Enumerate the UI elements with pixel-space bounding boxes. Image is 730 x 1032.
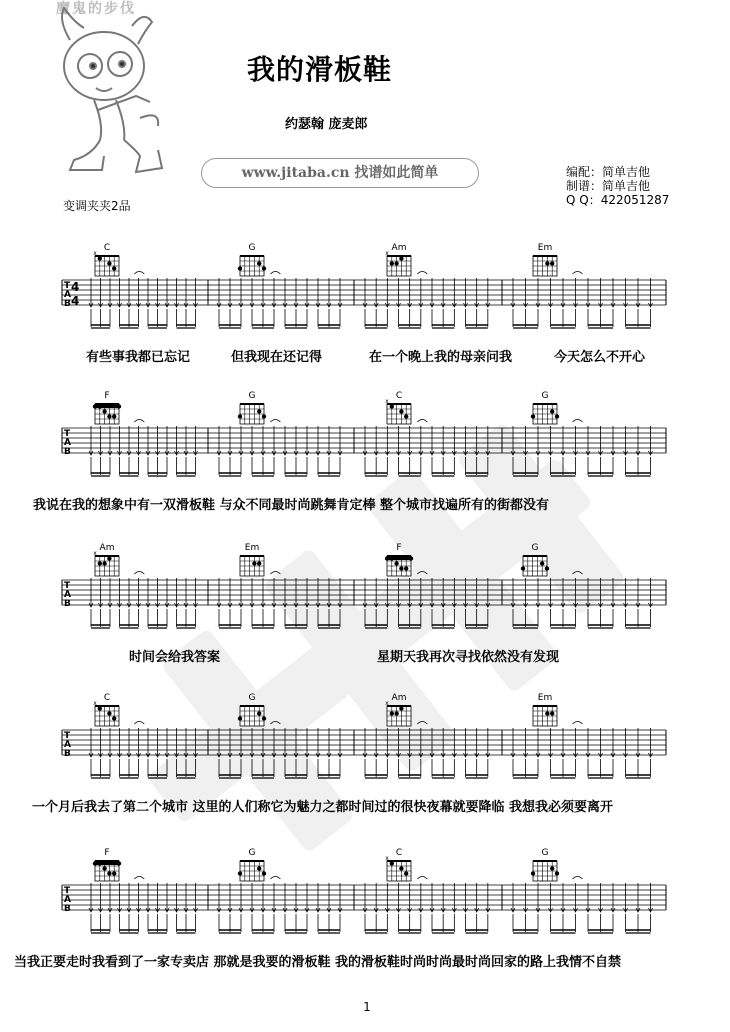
finger-dot	[93, 404, 97, 408]
chord-diagram	[385, 693, 411, 726]
finger-dot	[399, 706, 403, 710]
credit-qq: Q Q：422051287	[566, 193, 670, 207]
song-title: 我的滑板鞋	[247, 53, 393, 86]
svg-text:x: x	[385, 398, 389, 405]
tab-letter: B	[64, 749, 71, 759]
chord-name: Am	[391, 243, 407, 253]
finger-dot	[394, 711, 398, 715]
finger-dot	[390, 261, 394, 265]
tab-staff	[62, 572, 666, 629]
finger-dot	[98, 861, 102, 865]
finger-dot	[112, 414, 116, 418]
svg-text:x: x	[385, 855, 389, 862]
lyric-line: 星期天我再次寻找依然没有发现	[377, 650, 560, 665]
tie-mark	[573, 877, 583, 880]
tab-staff	[62, 722, 666, 779]
finger-dot	[404, 414, 408, 418]
tie-mark	[417, 272, 427, 275]
finger-dot	[238, 716, 242, 720]
tab-system	[0, 240, 730, 350]
chord-name: G	[248, 391, 256, 401]
chord-diagram	[93, 243, 119, 276]
finger-dot	[385, 556, 389, 560]
finger-dot	[550, 866, 554, 870]
lyric-line: 当我正要走时我看到了一家专卖店 那就是我要的滑板鞋 我的滑板鞋时尚时尚最时尚回家的路上我情不自禁	[14, 955, 622, 970]
tab-letter: T	[64, 581, 71, 591]
chord-diagram	[93, 693, 119, 726]
logo-watermark-text: 魔鬼的步伐	[56, 1, 136, 17]
tie-mark	[270, 420, 280, 423]
svg-text:x: x	[93, 550, 97, 557]
chord-diagram	[238, 243, 266, 276]
finger-dot	[107, 871, 111, 875]
chord-diagram	[531, 391, 559, 424]
finger-dot	[107, 711, 111, 715]
finger-dot	[399, 409, 403, 413]
finger-dot	[262, 266, 266, 270]
chord-name: G	[541, 848, 549, 858]
finger-dot	[540, 561, 544, 565]
finger-dot	[252, 561, 256, 565]
capo-note: 变调夹夹2品	[63, 199, 131, 213]
tie-mark	[573, 722, 583, 725]
tab-letter: T	[64, 731, 71, 741]
finger-dot	[262, 716, 266, 720]
time-signature: 4	[71, 280, 80, 294]
chord-diagram	[93, 391, 121, 424]
tie-mark	[134, 877, 144, 880]
tab-letter: A	[64, 895, 71, 905]
finger-dot	[98, 256, 102, 260]
finger-dot	[531, 871, 535, 875]
finger-dot	[262, 871, 266, 875]
tab-system	[0, 690, 730, 800]
time-signature: 4	[71, 294, 80, 308]
finger-dot	[102, 561, 106, 565]
tie-mark	[573, 272, 583, 275]
lyric-line: 时间会给我答案	[129, 650, 221, 665]
finger-dot	[262, 414, 266, 418]
finger-dot	[555, 414, 559, 418]
tab-system	[0, 388, 730, 498]
finger-dot	[112, 716, 116, 720]
finger-dot	[390, 556, 394, 560]
tie-mark	[270, 877, 280, 880]
devil-mascot-logo	[40, 0, 170, 185]
chord-diagram	[385, 391, 411, 424]
chord-name: G	[248, 848, 256, 858]
tie-mark	[417, 722, 427, 725]
tab-letter: B	[64, 904, 71, 914]
tab-staff	[62, 272, 666, 329]
chord-diagram	[531, 848, 559, 881]
page-number: 1	[363, 1000, 371, 1014]
finger-dot	[98, 404, 102, 408]
finger-dot	[521, 566, 525, 570]
finger-dot	[390, 711, 394, 715]
tab-staff	[62, 877, 666, 934]
finger-dot	[102, 866, 106, 870]
chord-name: Em	[537, 693, 553, 703]
finger-dot	[404, 871, 408, 875]
finger-dot	[399, 256, 403, 260]
tie-mark	[134, 420, 144, 423]
finger-dot	[257, 561, 261, 565]
artist-name: 约瑟翰 庞麦郎	[285, 117, 368, 132]
chord-diagram	[238, 848, 266, 881]
tie-mark	[417, 877, 427, 880]
tab-staff	[62, 420, 666, 477]
finger-dot	[112, 871, 116, 875]
tie-mark	[134, 572, 144, 575]
tie-mark	[573, 420, 583, 423]
chord-diagram	[93, 543, 119, 576]
site-banner[interactable]: www.jitaba.cn 找谱如此简单	[201, 158, 479, 188]
lyric-line: 我说在我的想象中有一双滑板鞋 与众不同最时尚跳舞肯定棒 整个城市找遍所有的街都没有	[33, 498, 550, 513]
tab-system	[0, 845, 730, 955]
chord-name: F	[104, 848, 110, 858]
finger-dot	[112, 266, 116, 270]
chord-diagram	[238, 693, 266, 726]
chord-diagram	[385, 243, 411, 276]
lyric-line: 有些事我都已忘记	[86, 350, 191, 365]
lyric-line: 今天怎么不开心	[554, 350, 646, 365]
finger-dot	[93, 861, 97, 865]
credit-arranger: 编配：简单吉他	[566, 165, 651, 179]
chord-diagram	[385, 543, 413, 576]
svg-text:x: x	[385, 700, 389, 707]
finger-dot	[394, 561, 398, 565]
chord-name: C	[103, 243, 111, 253]
chord-diagram	[521, 543, 549, 576]
chord-diagram	[240, 543, 264, 576]
finger-dot	[102, 409, 106, 413]
finger-dot	[257, 866, 261, 870]
chord-name: G	[531, 543, 539, 553]
chord-name: C	[395, 848, 403, 858]
chord-diagram	[533, 243, 557, 276]
finger-dot	[545, 261, 549, 265]
chord-name: Em	[244, 543, 260, 553]
tab-letter: A	[64, 740, 71, 750]
finger-dot	[238, 871, 242, 875]
lyric-line: 但我现在还记得	[231, 350, 323, 365]
chord-name: Am	[391, 693, 407, 703]
finger-dot	[257, 261, 261, 265]
tie-mark	[573, 572, 583, 575]
tab-letter: T	[64, 886, 71, 896]
finger-dot	[107, 414, 111, 418]
finger-dot	[390, 404, 394, 408]
finger-dot	[257, 711, 261, 715]
lyric-line: 在一个晚上我的母亲问我	[369, 350, 513, 365]
finger-dot	[98, 561, 102, 565]
credit-transcriber: 制谱：简单吉他	[566, 179, 651, 193]
finger-dot	[555, 871, 559, 875]
finger-dot	[257, 409, 261, 413]
finger-dot	[399, 566, 403, 570]
tab-letter: T	[64, 281, 71, 291]
finger-dot	[107, 261, 111, 265]
svg-text:x: x	[385, 250, 389, 257]
chord-diagram	[533, 693, 557, 726]
svg-text:x: x	[93, 700, 97, 707]
chord-name: Am	[99, 543, 115, 553]
finger-dot	[399, 866, 403, 870]
tab-system	[0, 540, 730, 650]
tie-mark	[417, 420, 427, 423]
finger-dot	[390, 861, 394, 865]
finger-dot	[550, 261, 554, 265]
finger-dot	[531, 414, 535, 418]
svg-text:x: x	[93, 250, 97, 257]
finger-dot	[107, 556, 111, 560]
chord-name: G	[541, 391, 549, 401]
tie-mark	[270, 272, 280, 275]
finger-dot	[404, 566, 408, 570]
tab-letter: A	[64, 290, 71, 300]
finger-dot	[238, 266, 242, 270]
chord-name: F	[396, 543, 402, 553]
chord-name: Em	[537, 243, 553, 253]
finger-dot	[238, 414, 242, 418]
tab-letter: T	[64, 429, 71, 439]
chord-name: F	[104, 391, 110, 401]
lyric-line: 一个月后我去了第二个城市 这里的人们称它为魅力之都时间过的很快夜幕就要降临 我想我必须要离开	[32, 800, 614, 815]
finger-dot	[550, 711, 554, 715]
finger-dot	[98, 706, 102, 710]
chord-name: G	[248, 243, 256, 253]
finger-dot	[117, 404, 121, 408]
chord-diagram	[385, 848, 411, 881]
chord-name: C	[103, 693, 111, 703]
finger-dot	[550, 409, 554, 413]
finger-dot	[394, 261, 398, 265]
finger-dot	[117, 861, 121, 865]
tie-mark	[270, 572, 280, 575]
finger-dot	[409, 556, 413, 560]
finger-dot	[545, 566, 549, 570]
tie-mark	[417, 572, 427, 575]
finger-dot	[545, 711, 549, 715]
tab-letter: B	[64, 447, 71, 457]
chord-diagram	[93, 848, 121, 881]
tie-mark	[270, 722, 280, 725]
chord-name: C	[395, 391, 403, 401]
tab-letter: B	[64, 599, 71, 609]
chord-diagram	[238, 391, 266, 424]
tie-mark	[134, 722, 144, 725]
tab-letter: A	[64, 590, 71, 600]
tie-mark	[134, 272, 144, 275]
credits-block	[566, 165, 669, 207]
chord-name: G	[248, 693, 256, 703]
tab-letter: A	[64, 438, 71, 448]
tab-letter: B	[64, 299, 71, 309]
